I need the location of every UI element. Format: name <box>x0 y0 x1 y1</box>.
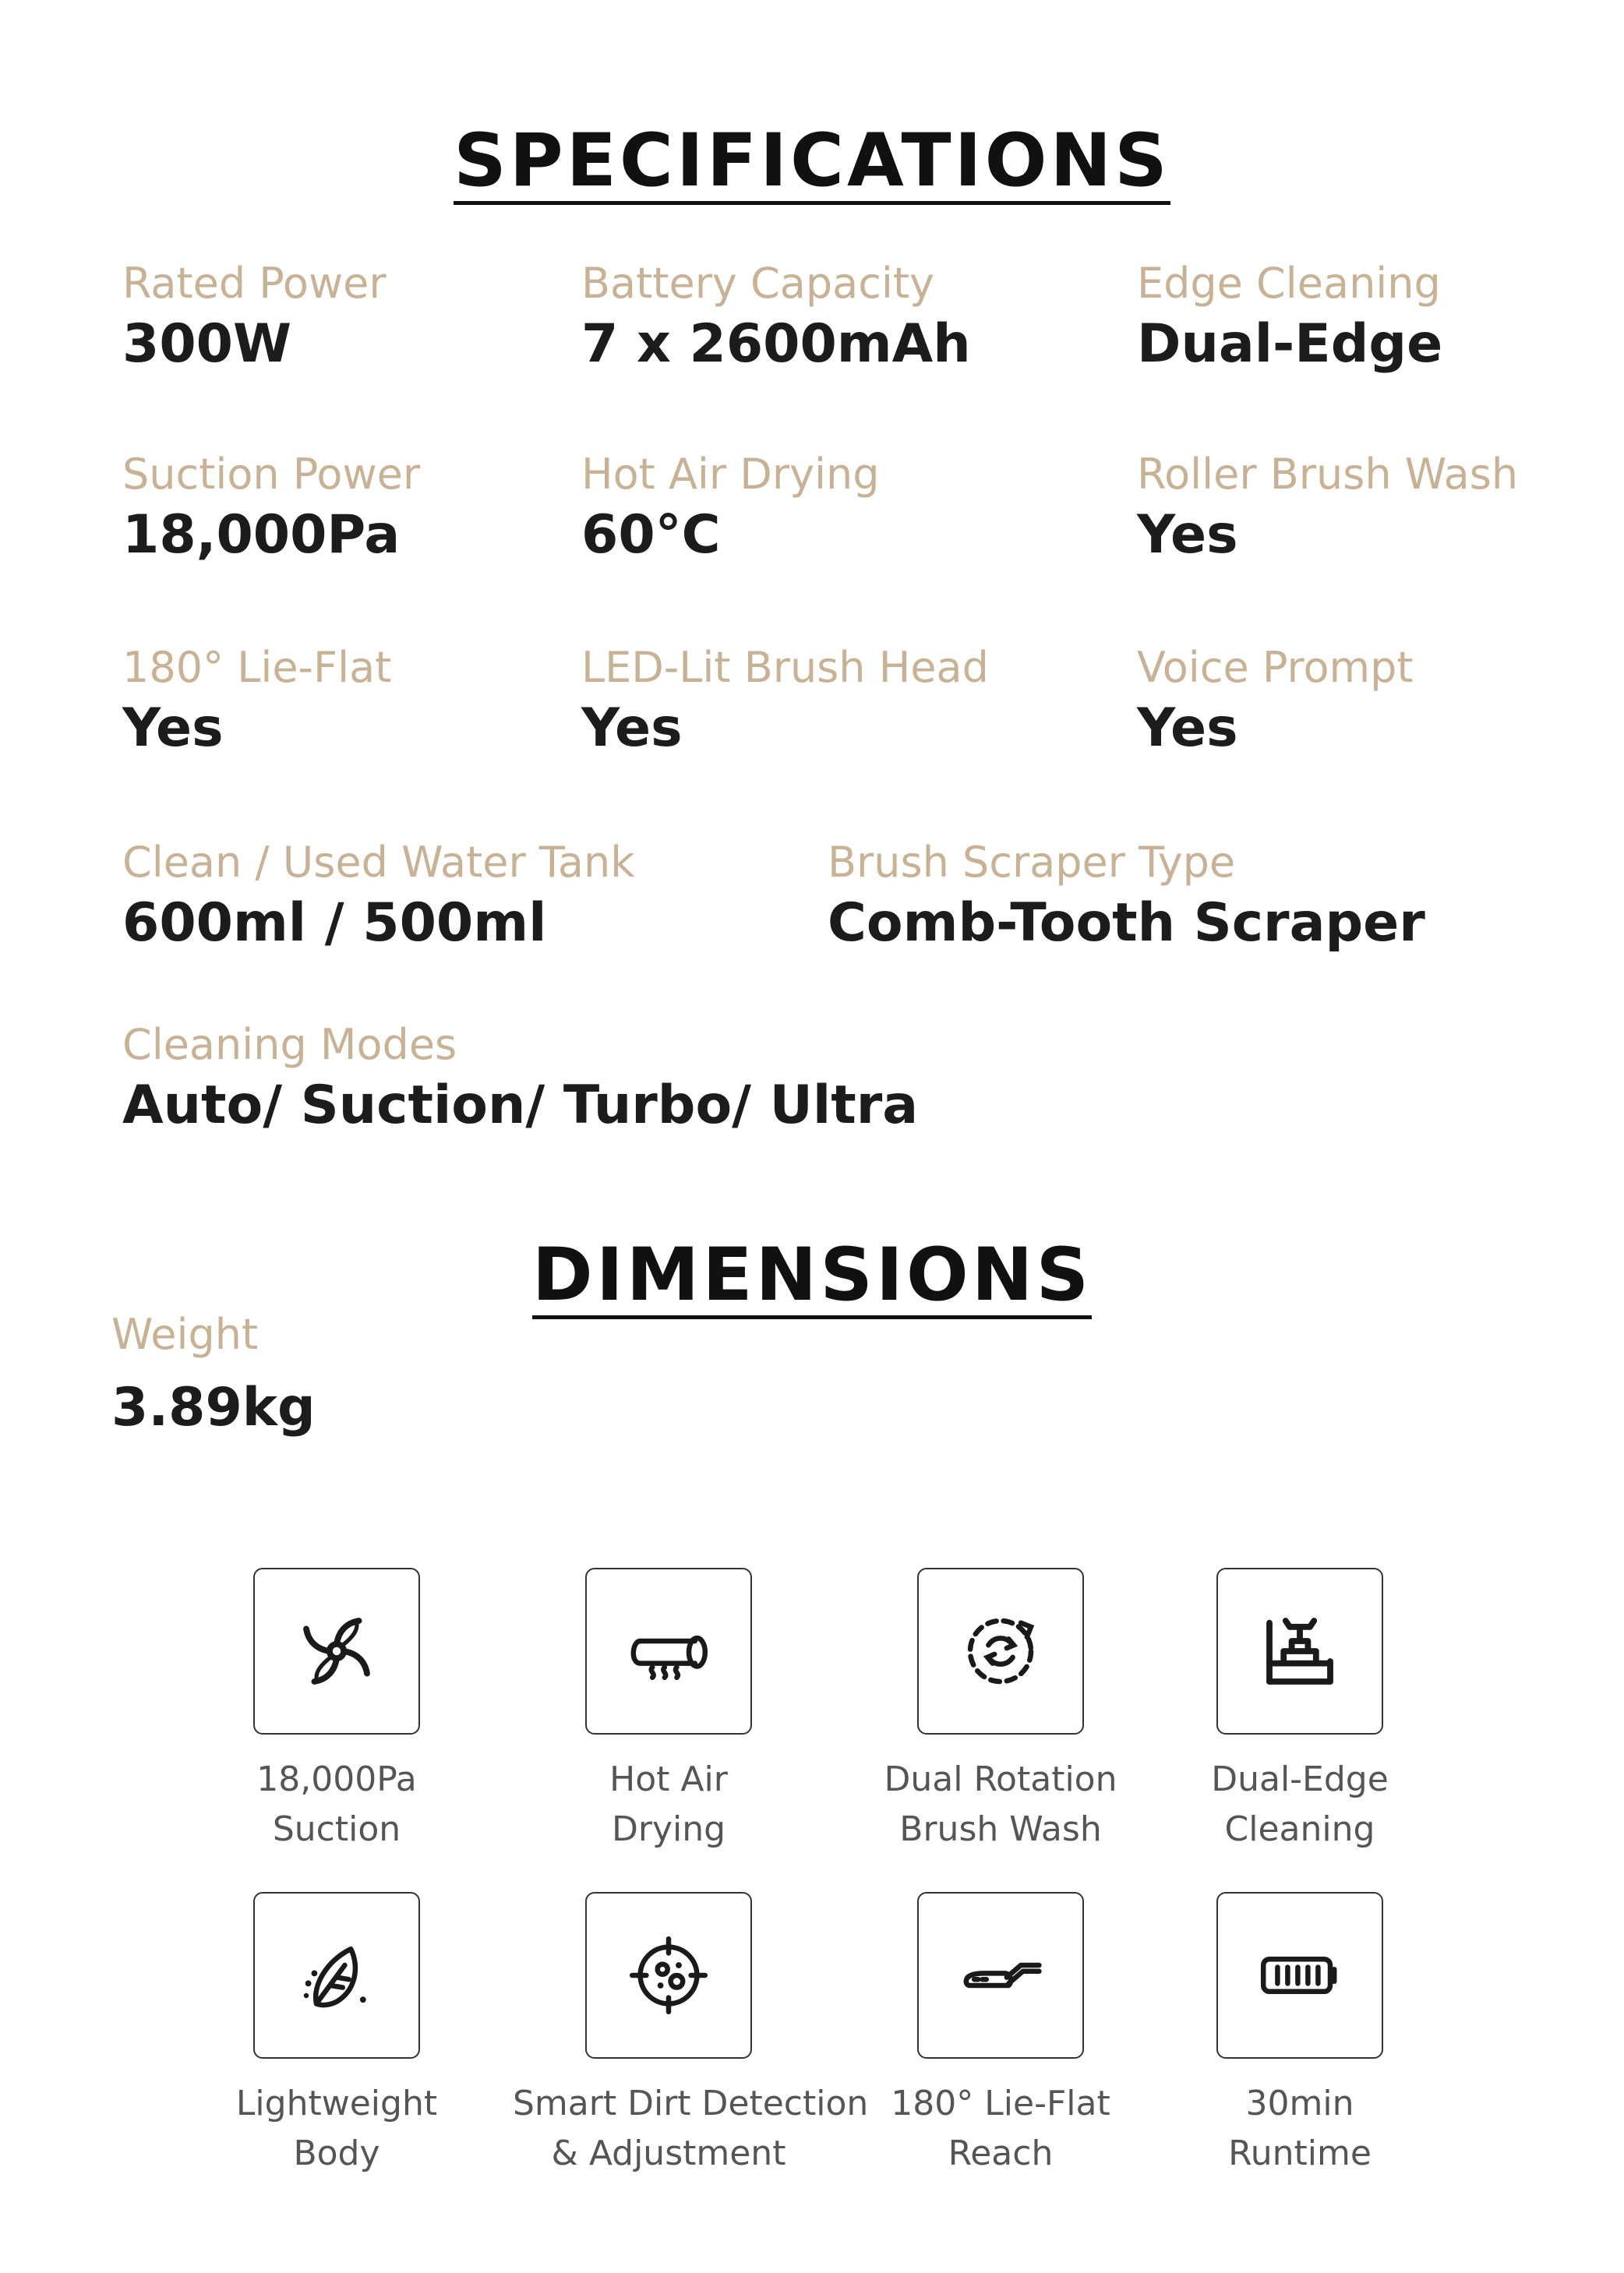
hot-air-drying-icon <box>618 1601 719 1702</box>
feature-caption-line: 18,000Pa <box>256 1759 417 1799</box>
feature-rotation-wash <box>845 1568 1156 1855</box>
feature-icon-box <box>917 1568 1084 1735</box>
spec-suction-power <box>122 450 420 567</box>
spec-battery-capacity <box>581 259 971 376</box>
feature-runtime <box>1144 1892 1456 2179</box>
feature-icon-box <box>1216 1568 1383 1735</box>
spec-value: Dual-Edge <box>1137 313 1443 376</box>
feature-caption-line: Smart Dirt Detection <box>513 2084 869 2123</box>
feature-suction <box>181 1568 492 1855</box>
spec-value: Comb-Tooth Scraper <box>828 892 1425 955</box>
feature-icon-box <box>1216 1892 1383 2059</box>
feature-caption-line: Runtime <box>1228 2133 1372 2173</box>
feature-icon-box <box>585 1568 752 1735</box>
spec-cleaning-modes <box>122 1021 918 1138</box>
specifications-title: SPECIFICATIONS <box>454 118 1170 203</box>
feature-caption-line: Body <box>293 2133 380 2173</box>
spec-value: Yes <box>1137 504 1238 566</box>
spec-weight <box>111 1311 316 1440</box>
spec-hot-air-drying <box>581 450 880 567</box>
feature-icon-box <box>917 1892 1084 2059</box>
spec-label: Roller Brush Wash <box>1137 450 1519 499</box>
spec-value: 18,000Pa <box>122 504 401 566</box>
feature-caption-line: 180° Lie-Flat <box>891 2084 1110 2123</box>
spec-value: Auto/ Suction/ Turbo/ Ultra <box>122 1075 919 1137</box>
spec-value: 7 x 2600mAh <box>581 313 971 376</box>
feature-lie-flat <box>845 1892 1156 2179</box>
feature-caption-line: Brush Wash <box>899 1809 1102 1849</box>
dimensions-heading <box>0 1233 1624 1319</box>
spec-value: 300W <box>122 313 291 376</box>
feature-caption-line: Lightweight <box>235 2084 438 2123</box>
lie-flat-icon <box>950 1925 1051 2026</box>
spec-label: Voice Prompt <box>1137 643 1414 692</box>
spec-label: Clean / Used Water Tank <box>122 838 635 887</box>
feature-caption-line: Reach <box>948 2133 1054 2173</box>
spec-label: Edge Cleaning <box>1137 259 1441 308</box>
spec-edge-cleaning <box>1137 259 1442 376</box>
spec-value: Yes <box>122 697 224 760</box>
rotation-wash-icon <box>950 1601 1051 1702</box>
spec-led-brush-head <box>581 644 989 761</box>
spec-value: 600ml / 500ml <box>122 892 547 955</box>
spec-value: Yes <box>581 697 683 760</box>
spec-water-tank <box>122 838 635 955</box>
feature-icon-box <box>253 1892 420 2059</box>
battery-icon <box>1249 1925 1350 2026</box>
spec-label: Suction Power <box>122 450 421 499</box>
feature-caption-line: 30min <box>1245 2084 1354 2123</box>
feature-dirt-detection <box>513 1892 869 2179</box>
spec-lie-flat <box>122 644 391 761</box>
spec-roller-brush-wash <box>1137 450 1518 567</box>
feather-icon <box>286 1925 387 2026</box>
feature-icon-box <box>253 1568 420 1735</box>
spec-value: Yes <box>1137 697 1238 760</box>
spec-value: 3.89kg <box>111 1377 316 1439</box>
dimensions-title: DIMENSIONS <box>531 1233 1093 1318</box>
spec-value: 60°C <box>581 504 721 566</box>
spec-label: 180° Lie-Flat <box>122 643 392 692</box>
spec-label: LED-Lit Brush Head <box>581 643 989 692</box>
spec-label: Rated Power <box>122 259 387 308</box>
feature-lightweight <box>181 1892 492 2179</box>
spec-rated-power <box>122 259 387 376</box>
spec-brush-scraper <box>828 838 1425 955</box>
feature-caption-line: Dual-Edge <box>1211 1759 1389 1799</box>
spec-label: Hot Air Drying <box>581 450 880 499</box>
specifications-heading <box>0 118 1624 205</box>
feature-hot-air <box>513 1568 824 1855</box>
feature-caption-line: Dual Rotation <box>884 1759 1117 1799</box>
suction-fan-icon <box>286 1601 387 1702</box>
spec-label: Cleaning Modes <box>122 1020 457 1069</box>
feature-dual-edge <box>1144 1568 1456 1855</box>
spec-voice-prompt <box>1137 644 1414 761</box>
spec-label: Battery Capacity <box>581 259 935 308</box>
dirt-detection-icon <box>618 1925 719 2026</box>
feature-icon-box <box>585 1892 752 2059</box>
feature-caption-line: & Adjustment <box>551 2133 786 2173</box>
feature-caption-line: Cleaning <box>1224 1809 1375 1849</box>
feature-caption-line: Suction <box>272 1809 401 1849</box>
edge-cleaning-icon <box>1249 1601 1350 1702</box>
feature-caption-line: Hot Air <box>609 1759 728 1799</box>
feature-caption-line: Drying <box>611 1809 726 1849</box>
spec-label: Weight <box>111 1310 259 1359</box>
spec-label: Brush Scraper Type <box>828 838 1236 887</box>
